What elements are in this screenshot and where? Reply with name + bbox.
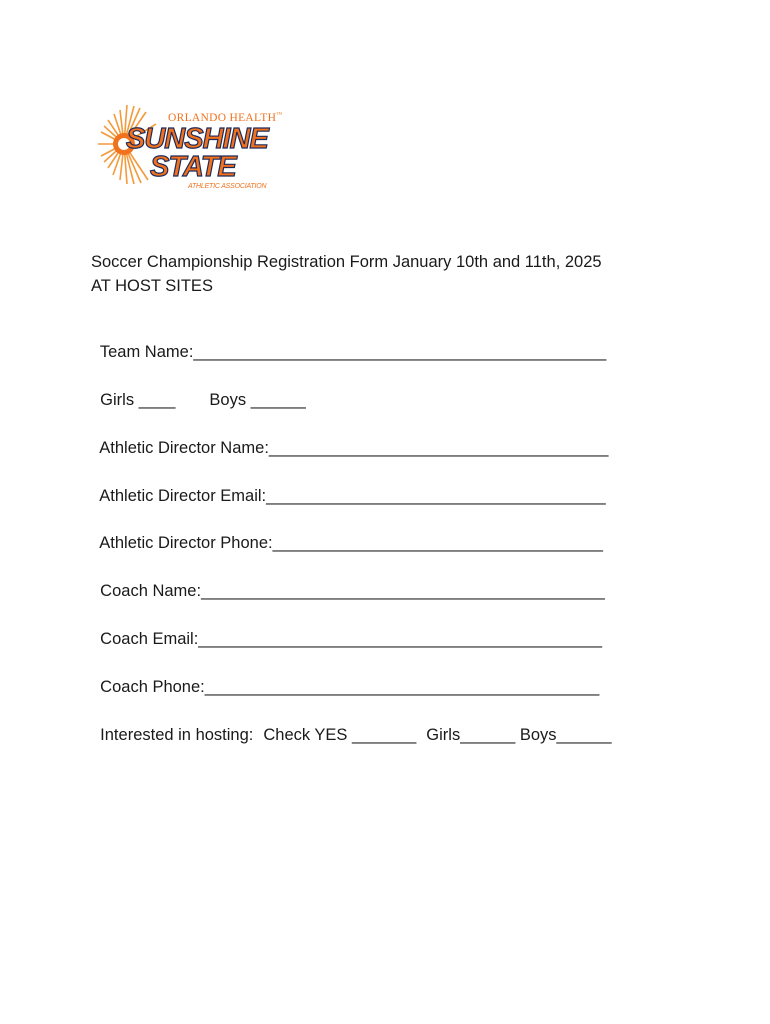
logo-sub-text: ATHLETIC ASSOCIATION (188, 183, 267, 190)
ad-name-blank[interactable]: _____________________________________ (268, 439, 609, 457)
ad-phone-label: Athletic Director Phone: (99, 534, 273, 552)
coach-name-field[interactable] (91, 561, 605, 601)
coach-email-label: Coach Email: (100, 630, 199, 648)
form-title (91, 250, 602, 298)
ad-name-label: Athletic Director Name: (99, 439, 269, 457)
team-name-field[interactable] (91, 322, 606, 362)
title-line-2: AT HOST SITES (91, 277, 213, 295)
coach-phone-blank[interactable]: ___________________________________________ (204, 678, 600, 696)
boys-blank[interactable]: ______ (250, 391, 306, 409)
girls-label: Girls (100, 391, 135, 409)
coach-phone-label: Coach Phone: (100, 678, 205, 696)
ad-email-blank[interactable]: _____________________________________ (266, 487, 606, 505)
hosting-boys-blank[interactable]: ______ (556, 726, 612, 744)
hosting-row (91, 705, 612, 745)
girls-blank[interactable]: ____ (138, 391, 176, 409)
hosting-label: Interested in hosting: (100, 726, 254, 744)
logo-line2: STATE (150, 151, 236, 183)
logo-top-text: ORLANDO HEALTH™ (168, 112, 283, 124)
ad-phone-blank[interactable]: ____________________________________ (272, 534, 603, 552)
logo-line1: SUNSHINE (126, 123, 268, 155)
ad-email-label: Athletic Director Email: (99, 487, 267, 505)
boys-label: Boys (209, 391, 247, 409)
athletic-director-phone-field[interactable] (91, 513, 603, 553)
hosting-girls-label: Girls (426, 726, 461, 744)
title-line-1: Soccer Championship Registration Form January 10th and 11th, 2025 (91, 253, 602, 271)
coach-name-blank[interactable]: ____________________________________________ (201, 582, 605, 600)
hosting-girls-blank[interactable]: ______ (460, 726, 516, 744)
team-name-blank[interactable]: _____________________________________________ (193, 343, 607, 361)
coach-email-field[interactable] (91, 609, 602, 649)
hosting-boys-label: Boys (519, 726, 557, 744)
athletic-director-email-field[interactable] (91, 466, 606, 506)
coach-email-blank[interactable]: ____________________________________________ (198, 630, 603, 648)
athletic-director-name-field[interactable] (91, 418, 608, 458)
coach-name-label: Coach Name: (100, 582, 202, 600)
coach-phone-field[interactable] (91, 657, 599, 697)
check-yes-blank[interactable]: _______ (352, 726, 417, 744)
team-name-label: Team Name: (99, 343, 194, 361)
check-yes-label: Check YES (263, 726, 348, 744)
gender-row (91, 370, 306, 410)
sunshine-state-logo (96, 100, 286, 200)
